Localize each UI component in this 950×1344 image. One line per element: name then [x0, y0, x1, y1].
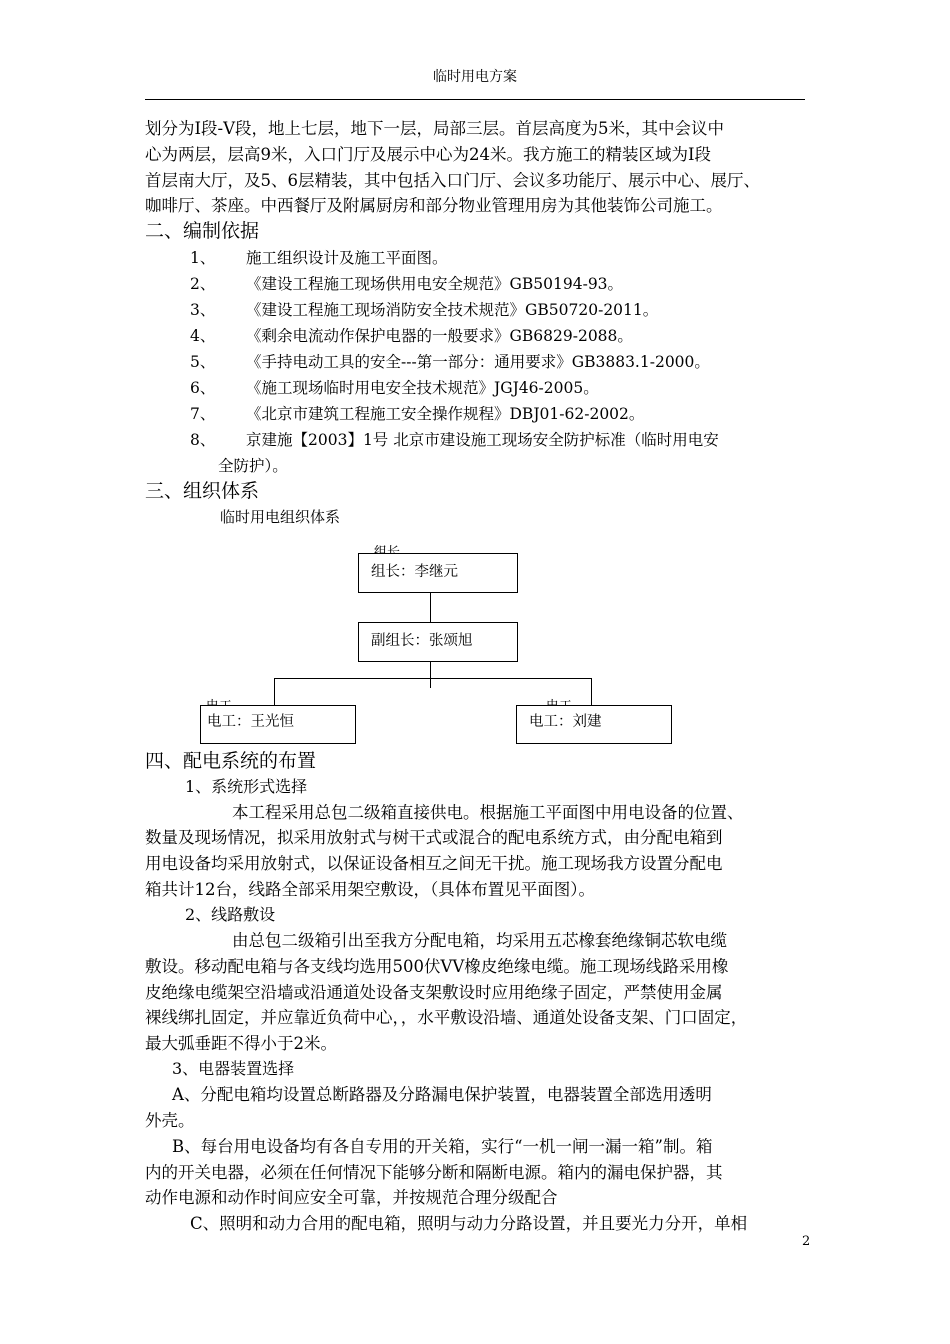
para-line: 用电设备均采用放射式，以保证设备相互之间无干扰。施工现场我方设置分配电 — [145, 854, 723, 873]
section4-sub1-title: 1、系统形式选择 — [185, 777, 308, 796]
ghost-text — [374, 546, 400, 553]
list-item: 1、 施工组织设计及施工平面图。 — [190, 249, 448, 267]
para-line: B、每台用电设备均有各自专用的开关箱，实行“一机一闸一漏一箱”制。箱 — [172, 1137, 713, 1156]
para-line: 裸线绑扎固定，并应靠近负荷中心，，水平敷设沿墙、通道处设备支架、门口固定， — [145, 1008, 748, 1027]
para-line: 外壳。 — [145, 1111, 195, 1130]
list-item-continuation: 全防护）。 — [218, 457, 288, 475]
org-box-electrician-right: 电工：刘建 — [516, 705, 672, 744]
list-item: 4、 《剩余电流动作保护电器的一般要求》GB6829-2088。 — [190, 327, 633, 345]
org-box-electrician-left: 电工：王光恒 — [200, 705, 356, 744]
org-connector — [591, 678, 592, 706]
header-divider — [145, 99, 805, 100]
section4-sub2-title: 2、线路敷设 — [185, 905, 276, 924]
org-box-deputy: 副组长：张颂旭 — [358, 622, 518, 662]
org-connector — [274, 678, 275, 706]
para-line: 最大弧垂距不得小于2米。 — [145, 1034, 337, 1053]
intro-line-4: 咖啡厅、茶座。中西餐厅及附属厨房和部分物业管理用房为其他装饰公司施工。 — [145, 196, 723, 215]
intro-line-3: 首层南大厅，及5、6层精装，其中包括入口门厅、会议多功能厅、展示中心、展厅、 — [145, 171, 760, 190]
list-item: 3、 《建设工程施工现场消防安全技术规范》GB50720-2011。 — [190, 301, 659, 319]
para-line: A、分配电箱均设置总断路器及分路漏电保护装置，电器装置全部选用透明 — [172, 1085, 712, 1104]
para-line: 动作电源和动作时间应安全可靠，并按规范合理分级配合 — [145, 1188, 558, 1207]
para-line: 由总包二级箱引出至我方分配电箱，均采用五芯橡套绝缘铜芯软电缆 — [232, 931, 727, 950]
list-item: 7、 《北京市建筑工程施工安全操作规程》DBJ01-62-2002。 — [190, 405, 645, 423]
list-item: 2、 《建设工程施工现场供用电安全规范》GB50194-93。 — [190, 275, 624, 293]
list-item: 5、 《手持电动工具的安全---第一部分：通用要求》GB3883.1-2000。 — [190, 353, 710, 371]
page-header-title: 临时用电方案 — [433, 69, 517, 85]
section3-heading: 三、组织体系 — [145, 480, 260, 502]
org-connector — [430, 593, 431, 622]
org-box-leader: 组长：李继元 — [358, 553, 518, 593]
page-number: 2 — [802, 1234, 811, 1249]
para-line: 数量及现场情况，拟采用放射式与树干式或混合的配电系统方式，由分配电箱到 — [145, 828, 723, 847]
section2-heading: 二、编制依据 — [145, 220, 260, 242]
section4-sub3-title: 3、电器装置选择 — [172, 1059, 295, 1078]
list-item: 6、 《施工现场临时用电安全技术规范》JGJ46-2005。 — [190, 379, 599, 397]
section4-heading: 四、配电系统的布置 — [145, 750, 317, 772]
intro-line-1: 划分为Ⅰ段-Ⅴ段，地上七层，地下一层，局部三层。首层高度为5米，其中会议中 — [145, 119, 725, 138]
org-branch-line — [274, 678, 592, 679]
para-line: 内的开关电器，必须在任何情况下能够分断和隔断电源。箱内的漏电保护器，其 — [145, 1163, 723, 1182]
org-chart-subtitle: 临时用电组织体系 — [220, 508, 341, 526]
intro-line-2: 心为两层，层高9米，入口门厅及展示中心为24米。我方施工的精装区域为Ⅰ段 — [145, 145, 712, 164]
para-line: 敷设。移动配电箱与各支线均选用500伏VV橡皮绝缘电缆。施工现场线路采用橡 — [145, 957, 729, 976]
org-connector — [430, 662, 431, 688]
para-line: 本工程采用总包二级箱直接供电。根据施工平面图中用电设备的位置、 — [232, 803, 744, 822]
para-line: C、照明和动力合用的配电箱，照明与动力分路设置，并且要光力分开，单相 — [190, 1214, 748, 1233]
para-line: 箱共计12台，线路全部采用架空敷设，（具体布置见平面图）。 — [145, 880, 595, 899]
list-item: 8、 京建施【2003】1号 北京市建设施工现场安全防护标准（临时用电安 — [190, 431, 719, 449]
para-line: 皮绝缘电缆架空沿墙或沿通道处设备支架敷设时应用绝缘子固定，严禁使用金属 — [145, 983, 723, 1002]
